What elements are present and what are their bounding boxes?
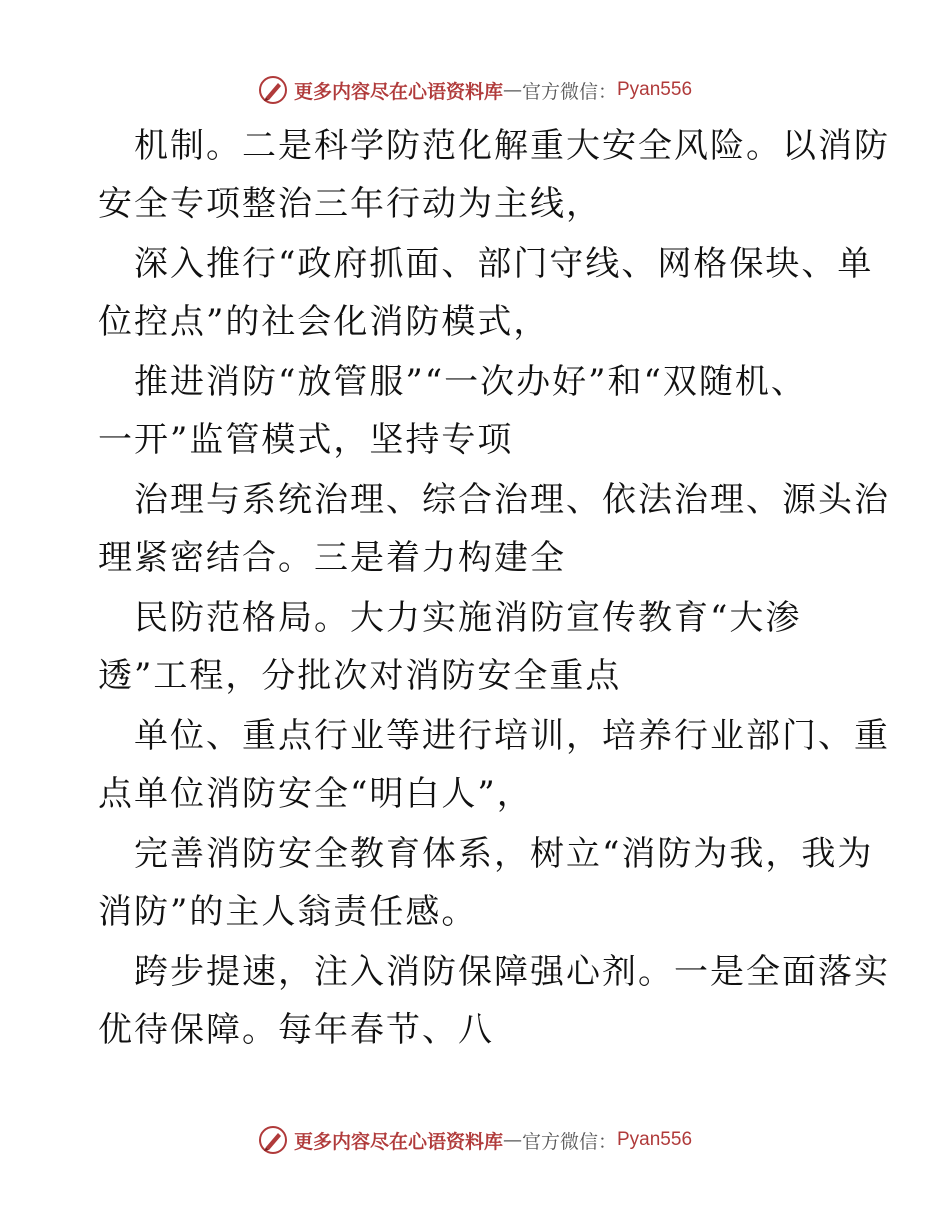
body-line: 点单位消防安全“明白人”， <box>98 774 533 814</box>
body-line: 一开”监管模式，坚持专项 <box>98 420 514 460</box>
body-line: 透”工程，分批次对消防安全重点 <box>98 656 622 696</box>
body-line: 民防范格局。大力实施消防宣传教育“大渗 <box>134 598 802 638</box>
watermark-wechat-label: 官方微信： <box>521 1130 617 1153</box>
body-line: 推进消防“放管服”“一次办好”和“双随机、 <box>134 362 807 402</box>
body-line: 位控点”的社会化消防模式， <box>98 302 550 342</box>
body-line: 治理与系统治理、综合治理、依法治理、源头治 <box>134 480 890 520</box>
body-line: 消防”的主人翁责任感。 <box>98 892 478 932</box>
body-line: 跨步提速，注入消防保障强心剂。一是全面落实 <box>134 952 890 992</box>
body-line: 完善消防安全教育体系，树立“消防为我，我为 <box>134 834 874 874</box>
watermark-wechat-id: Pyan556 <box>617 1129 693 1150</box>
watermark-wechat-id: Pyan556 <box>617 79 693 100</box>
pen-logo-icon <box>258 1125 288 1155</box>
body-line: 优待保障。每年春节、八 <box>98 1010 494 1050</box>
body-line: 理紧密结合。三是着力构建全 <box>98 538 566 578</box>
header-watermark <box>0 70 950 110</box>
watermark-separator: — <box>502 1129 522 1151</box>
body-line: 安全专项整治三年行动为主线， <box>98 184 602 224</box>
pen-logo-icon <box>258 75 288 105</box>
watermark-wechat-label: 官方微信： <box>521 80 617 103</box>
body-line: 深入推行“政府抓面、部门守线、网格保块、单 <box>134 244 874 284</box>
footer-watermark <box>0 1120 950 1160</box>
watermark-site-text: 更多内容尽在心语资料库 <box>293 80 503 103</box>
watermark-site-text: 更多内容尽在心语资料库 <box>293 1130 503 1153</box>
body-line: 机制。二是科学防范化解重大安全风险。以消防 <box>134 126 890 166</box>
watermark-separator: — <box>502 79 522 101</box>
body-line: 单位、重点行业等进行培训，培养行业部门、重 <box>134 716 890 756</box>
